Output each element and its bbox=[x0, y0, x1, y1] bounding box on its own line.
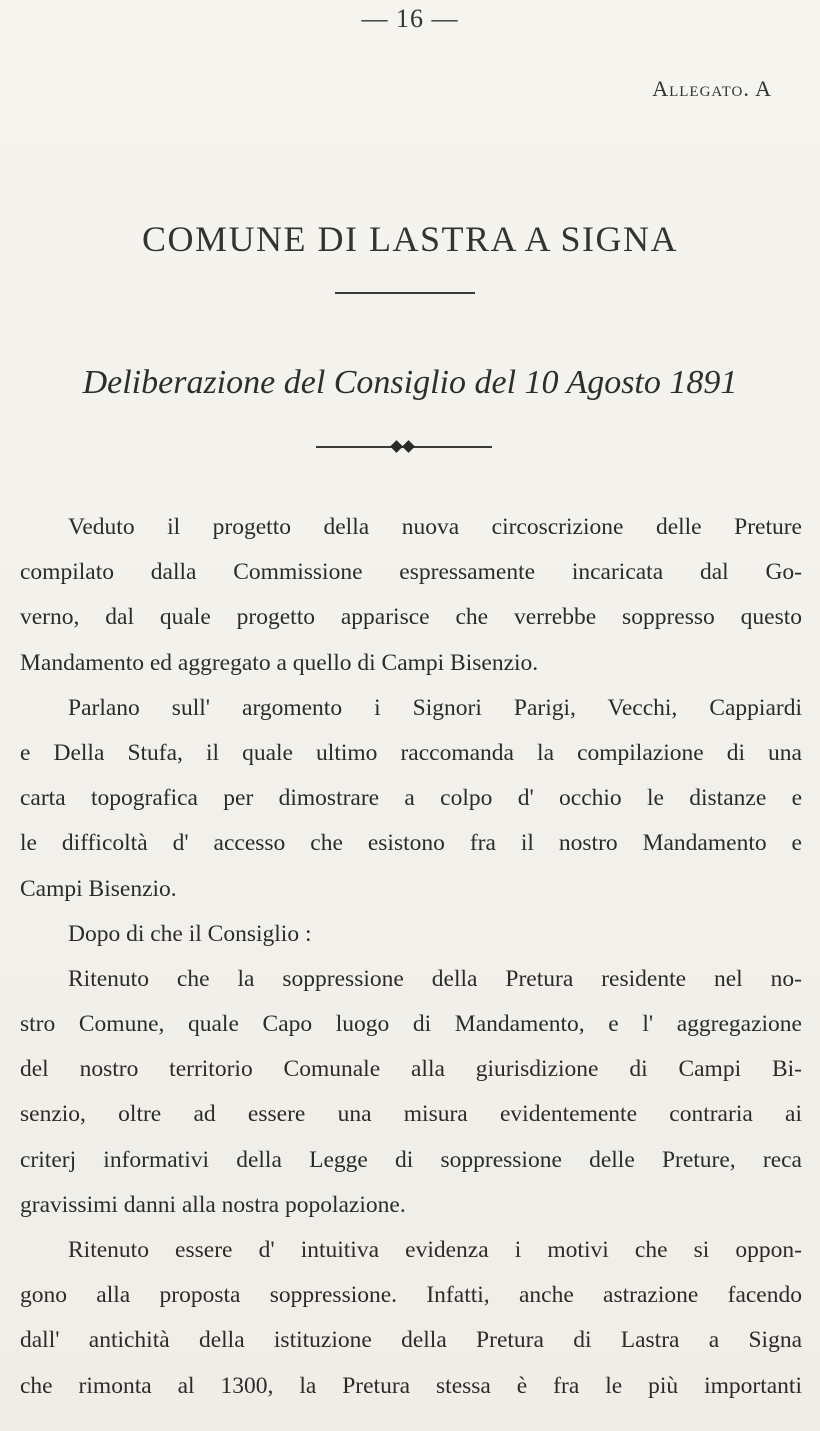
page-number: — 16 — bbox=[361, 4, 459, 33]
text-line: criterj informativi della Legge di soppressione delle Preture, reca bbox=[20, 1146, 802, 1173]
text-line: Campi Bisenzio. bbox=[20, 875, 177, 902]
deliberation-title: Deliberazione del Consiglio del 10 Agosto 1891 bbox=[82, 364, 738, 401]
text-line: Dopo di che il Consiglio : bbox=[68, 920, 312, 947]
text-line: e Della Stufa, il quale ultimo raccomanda la compilazione di una bbox=[20, 739, 802, 766]
text-line: stro Comune, quale Capo luogo di Mandamento, e l' aggregazione bbox=[20, 1011, 802, 1038]
text-line: Mandamento ed aggregato a quello di Campi Bisenzio. bbox=[20, 649, 539, 676]
ornament-diamond-icon bbox=[390, 440, 403, 453]
text-line: gravissimi danni alla nostra popolazione. bbox=[20, 1191, 406, 1218]
text-line: Parlano sull' argomento i Signori Parigi, Vecchi, Cappiardi bbox=[68, 694, 802, 721]
text-line: carta topografica per dimostrare a colpo d' occhio le distanze e bbox=[20, 785, 802, 812]
text-line: le difficoltà d' accesso che esistono fra il nostro Mandamento e bbox=[20, 830, 802, 857]
ornamental-divider bbox=[316, 446, 492, 448]
text-line: verno, dal quale progetto apparisce che verrebbe soppresso questo bbox=[20, 604, 802, 631]
document-heading: COMUNE DI LASTRA A SIGNA bbox=[141, 219, 679, 259]
text-line: Ritenuto essere d' intuitiva evidenza i motivi che si oppon- bbox=[68, 1237, 802, 1263]
attachment-label: Allegato. A bbox=[652, 76, 772, 101]
heading-divider bbox=[335, 292, 475, 294]
text-line: senzio, oltre ad essere una misura evidentemente contraria ai bbox=[20, 1101, 802, 1128]
ornament-diamond-icon bbox=[402, 440, 415, 453]
body-text bbox=[20, 505, 802, 1409]
text-line: Ritenuto che la soppressione della Pretura residente nel no- bbox=[68, 965, 802, 992]
text-line: che rimonta al 1300, la Pretura stessa è fra le più importanti bbox=[20, 1372, 802, 1399]
text-line: compilato dalla Commissione espressamente incaricata dal Go- bbox=[20, 559, 802, 586]
text-line: gono alla proposta soppressione. Infatti, anche astrazione facendo bbox=[20, 1282, 802, 1309]
text-line: Veduto il progetto della nuova circoscrizione delle Preture bbox=[68, 514, 802, 540]
text-line: dall' antichità della istituzione della Pretura di Lastra a Signa bbox=[20, 1327, 802, 1354]
text-line: del nostro territorio Comunale alla giurisdizione di Campi Bi- bbox=[20, 1056, 802, 1083]
